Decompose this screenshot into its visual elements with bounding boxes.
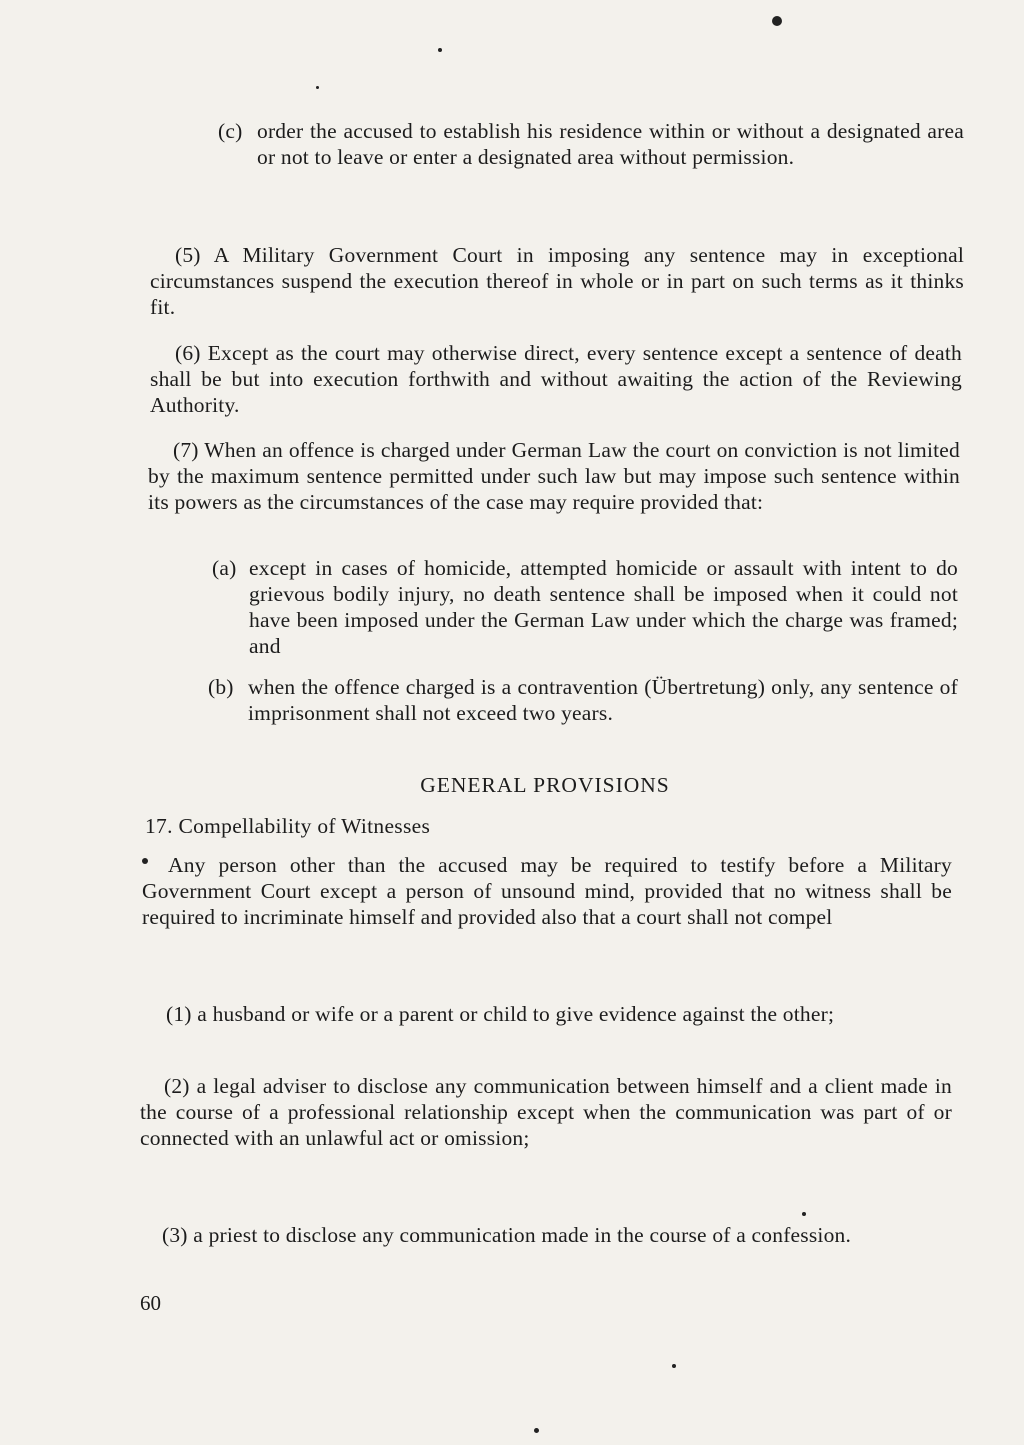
scan-speck [534,1428,539,1433]
item-a-label: (a) [212,556,237,580]
section-intro: Any person other than the accused may be required to testify before a Military Government Court except a person of unsound mind, provided that no witness shall be required to incriminate himself and provided also that a court shall not compel [142,853,952,929]
clause-1 [142,1001,952,1027]
paragraph-6-number: (6) [175,341,201,365]
paragraph-7-text: When an offence is charged under German Law the court on conviction is not limited by the maximum sentence permitted under such law but may impose such sentence within its powers as the circumstances of the case may require provided that: [148,438,961,514]
section-heading: GENERAL PROVISIONS [420,773,670,797]
clause-3-number: (3) [162,1223,188,1247]
paragraph-5 [150,242,964,320]
paragraph-7-number: (7) [173,438,199,462]
scan-speck [672,1364,676,1368]
item-c-label: (c) [218,119,243,143]
scan-speck [142,858,148,864]
scan-speck [316,86,319,89]
paragraph-5-text: A Military Government Court in imposing any sentence may in exceptional circumstances suspend the execution thereof in whole or in part on such terms as it thinks fit. [150,243,965,319]
page-number: 60 [140,1291,161,1315]
item-c [218,118,964,170]
clause-2-number: (2) [164,1074,190,1098]
scan-speck [772,16,782,26]
item-a-text: except in cases of homicide, attempted homicide or assault with intent to do grievous bodily injury, no death sentence shall be imposed when it could not have been imposed under the German Law under which the charge was framed; and [249,556,958,658]
item-b-text: when the offence charged is a contravention (Übertretung) only, any sentence of imprisonment shall not exceed two years. [248,675,958,725]
section-title: 17. Compellability of Witnesses [145,814,431,838]
scan-speck [802,1212,806,1216]
clause-2 [140,1073,952,1151]
clause-3-text: a priest to disclose any communication made in the course of a confession. [193,1223,852,1247]
clause-2-text: a legal adviser to disclose any communication between himself and a client made in the course of a professional relationship except when the communication was part of or connected with an unlawful act or omission; [140,1074,952,1150]
scan-speck [438,48,442,52]
clause-3 [138,1222,950,1248]
clause-1-number: (1) [166,1002,192,1026]
item-a [212,555,958,659]
item-b [208,674,958,726]
paragraph-5-number: (5) [175,243,201,267]
item-c-text: order the accused to establish his residence within or without a designated area or not to leave or enter a designated area without permission. [257,119,964,169]
paragraph-6-text: Except as the court may otherwise direct, every sentence except a sentence of death shall be but into execution forthwith and without awaiting the action of the Reviewing Authority. [150,341,962,417]
paragraph-7 [148,437,960,515]
paragraph-6 [150,340,962,418]
clause-1-text: a husband or wife or a parent or child to give evidence against the other; [197,1002,835,1026]
item-b-label: (b) [208,675,234,699]
